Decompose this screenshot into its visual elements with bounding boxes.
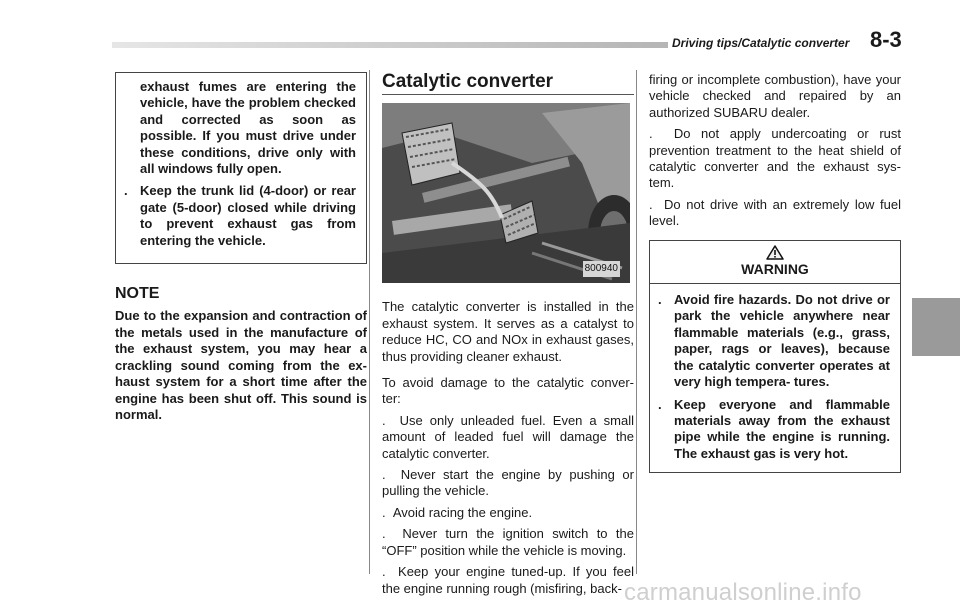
column-divider: [636, 70, 637, 574]
right-column: [649, 72, 901, 473]
bullet-dot: .: [124, 183, 128, 199]
list-item: . Use only unleaded fuel. Even a small amount of leaded fuel will damage the catalytic converter.: [382, 412, 635, 461]
bullet-dot: .: [649, 196, 653, 212]
bullet-dot: .: [649, 126, 653, 142]
warning-bullet-text: Keep the trunk lid (4-door) or rear gate (5-door) closed while driving to prevent exhaust gas from entering the vehicle.: [140, 183, 356, 248]
warning-box: [649, 240, 901, 473]
warning-title: WARNING: [741, 260, 809, 277]
warning-triangle-icon: [766, 245, 784, 260]
figure-code: 800940: [583, 261, 620, 277]
warning-body: [650, 284, 900, 472]
bullet-dot: .: [658, 396, 662, 412]
list-item: . Never turn the ignition switch to the “OFF” position while the vehicle is moving.: [382, 526, 634, 558]
watermark: carmanualsonline.info: [624, 579, 862, 606]
bullet-dot: .: [382, 467, 386, 483]
bullet-dot: .: [382, 526, 386, 542]
note-heading: NOTE: [115, 285, 160, 303]
running-header-title: Driving tips/Catalytic converter: [672, 36, 850, 50]
warning-box-continued: [115, 72, 367, 264]
warning-header: [650, 241, 900, 284]
avoid-intro: To avoid damage to the catalytic conver- ter:: [382, 375, 634, 407]
section-title: Catalytic converter: [382, 74, 634, 95]
chapter-thumb-tab: [912, 298, 960, 356]
list-item: . Avoid racing the engine.: [382, 504, 533, 520]
note-text: Due to the expansion and contraction of the metals used in the manufacture of the exhaust system, you may hear a crackling sound coming from the ex- haust system for a short time after the engine has been shut off. This sound is normal.: [115, 308, 367, 422]
list-item: . Do not drive with an extremely low fuel level.: [649, 196, 901, 229]
underbody-illustration: [382, 103, 630, 283]
middle-column: [382, 72, 634, 602]
list-item: . Keep your engine tuned-up. If you feel the engine running rough (misfiring, back-: [382, 564, 634, 596]
bullet-dot: .: [658, 292, 662, 308]
warning-bullet: [124, 183, 356, 249]
intro-paragraph: The catalytic converter is installed in the exhaust system. It serves as a catalyst to reduce HC, CO and NOx in exhaust gases, thus providing cleaner exhaust.: [382, 299, 634, 364]
list-item: . Never start the engine by pushing or pulling the vehicle.: [382, 467, 634, 499]
continued-paragraph: firing or incomplete combustion), have your vehicle checked and repaired by an authorized SUBARU dealer.: [649, 72, 901, 120]
warning-bullet: . Keep everyone and flammable materials away from the exhaust pipe while the engine is running. The exhaust gas is very hot.: [658, 396, 890, 461]
bullet-dot: .: [382, 564, 386, 580]
catalytic-converter-photo: [382, 103, 630, 283]
column-divider: [369, 70, 370, 574]
bullet-dot: .: [382, 504, 386, 520]
header-rule: [112, 42, 668, 48]
list-item: . Do not apply undercoating or rust prevention treatment to the heat shield of catalytic converter and the exhaust sys- tem.: [649, 126, 901, 191]
left-column: [115, 72, 367, 423]
warning-continued-text: exhaust fumes are entering the vehicle, have the problem checked and corrected as soon as possible. If you must drive under these conditions, drive only with all windows fully open.: [140, 79, 356, 177]
page-number: 8-3: [870, 27, 902, 52]
bullet-dot: .: [382, 412, 386, 428]
warning-bullet: . Avoid fire hazards. Do not drive or park the vehicle anywhere near flammable materials (e.g., grass, paper, rags or leaves), because the catalytic converter operates at very high tempera- tures.: [658, 292, 890, 390]
